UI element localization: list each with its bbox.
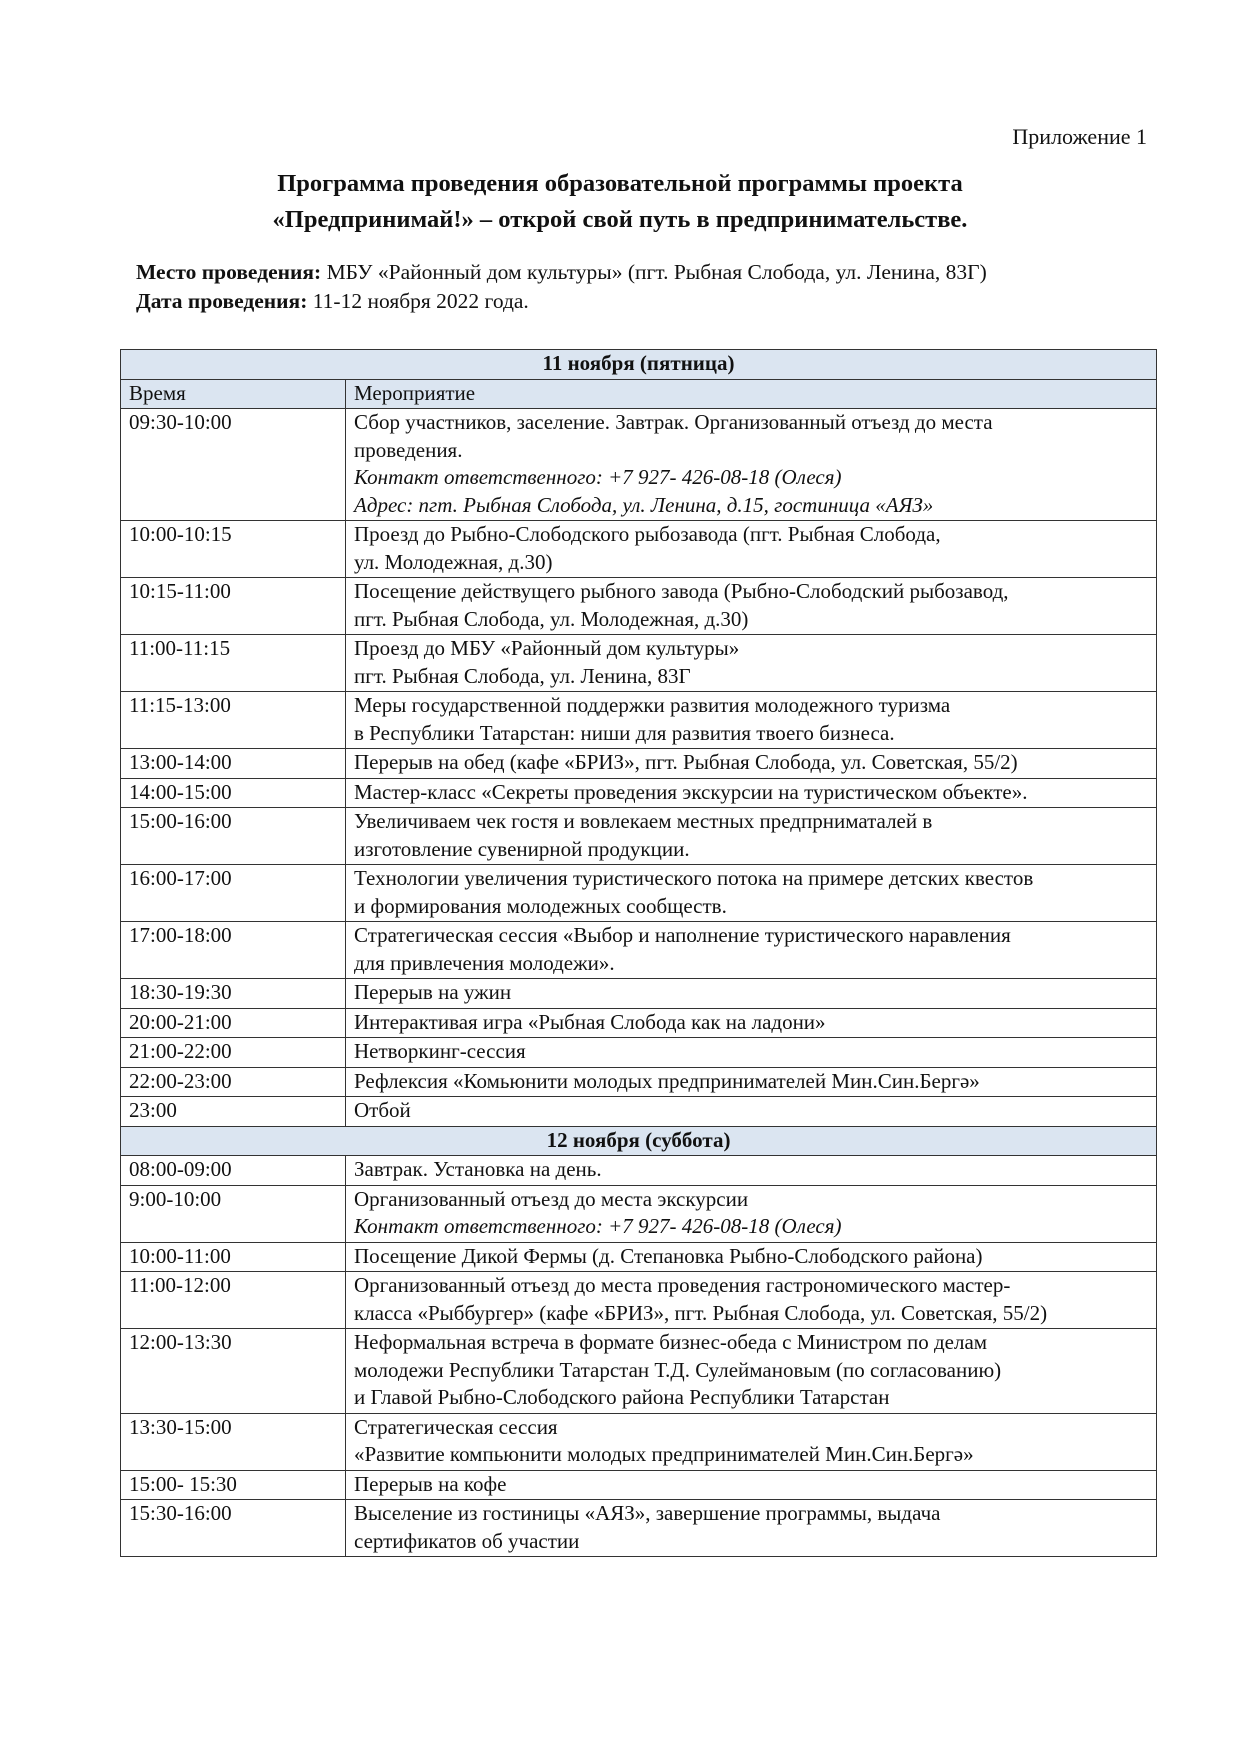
event-text: Сбор участников, заселение. Завтрак. Организованный отъезд до места	[354, 410, 993, 434]
schedule-row	[121, 1242, 1157, 1272]
event-text: Организованный отъезд до места экскурсии	[354, 1186, 749, 1211]
time-cell: 09:30-10:00	[121, 409, 346, 521]
event-text: Стратегическая сессия «Выбор и наполнение туристического наравления	[354, 923, 1011, 947]
event-cell	[346, 865, 1157, 922]
title-line: Программа проведения образовательной программы проекта	[277, 170, 963, 197]
venue-line	[136, 258, 987, 287]
time-cell: 21:00-22:00	[121, 1038, 346, 1068]
event-text: Перерыв на ужин	[354, 980, 512, 1004]
time-cell: 20:00-21:00	[121, 1008, 346, 1038]
event-cell	[346, 409, 1157, 521]
event-text: ул. Молодежная, д.30)	[354, 549, 553, 574]
schedule-row	[121, 1156, 1157, 1186]
event-cell	[346, 1500, 1157, 1557]
event-cell	[346, 778, 1157, 808]
event-cell	[346, 979, 1157, 1009]
schedule-row	[121, 1185, 1157, 1242]
venue-label: Место проведения:	[136, 260, 322, 284]
event-cell	[346, 1185, 1157, 1242]
date-value: 11-12 ноября 2022 года.	[307, 289, 529, 313]
venue-value: МБУ «Районный дом культуры» (пгт. Рыбная Слобода, ул. Ленина, 83Г)	[321, 260, 987, 284]
title-line: «Предпринимай!» – открой свой путь в предпринимательстве.	[272, 206, 968, 233]
schedule-row	[121, 521, 1157, 578]
event-text: Технологии увеличения туристического потока на примере детских квестов	[354, 866, 1034, 890]
day-title: 12 ноября (суббота)	[121, 1126, 1157, 1156]
event-cell	[346, 922, 1157, 979]
time-cell: 11:00-11:15	[121, 635, 346, 692]
event-cell	[346, 1097, 1157, 1127]
event-note: Контакт ответственного: +7 927- 426-08-18 (Олеся)	[354, 465, 842, 489]
time-cell: 17:00-18:00	[121, 922, 346, 979]
event-text: Неформальная встреча в формате бизнес-обеда с Министром по делам	[354, 1330, 988, 1354]
event-note: Контакт ответственного: +7 927- 426-08-18 (Олеся)	[354, 1214, 842, 1238]
event-text: «Развитие компьюнити молодых предпринимателей Мин.Син.Бергә»	[354, 1442, 974, 1466]
time-cell: 14:00-15:00	[121, 778, 346, 808]
event-cell	[346, 1272, 1157, 1329]
event-cell	[346, 692, 1157, 749]
event-text: Отбой	[354, 1098, 411, 1122]
time-cell: 13:30-15:00	[121, 1413, 346, 1470]
event-text: пгт. Рыбная Слобода, ул. Ленина, 83Г	[354, 663, 691, 688]
schedule-row	[121, 1097, 1157, 1127]
event-text: Стратегическая сессия	[354, 1414, 558, 1439]
event-text: Меры государственной поддержки развития молодежного туризма	[354, 693, 951, 717]
day-header-row	[121, 1126, 1157, 1156]
schedule-row	[121, 979, 1157, 1009]
time-cell: 08:00-09:00	[121, 1156, 346, 1186]
date-label: Дата проведения:	[136, 289, 308, 313]
event-cell	[346, 1242, 1157, 1272]
schedule-row	[121, 692, 1157, 749]
column-header-row	[121, 379, 1157, 409]
time-cell: 18:30-19:30	[121, 979, 346, 1009]
date-line	[136, 287, 987, 316]
event-text: Интерактивая игра «Рыбная Слобода как на ладони»	[354, 1009, 826, 1034]
event-text: Перерыв на кофе	[354, 1471, 507, 1496]
event-text: Проезд до Рыбно-Слободского рыбозавода (пгт. Рыбная Слобода,	[354, 522, 941, 546]
schedule-row	[121, 635, 1157, 692]
event-cell	[346, 1329, 1157, 1414]
event-text: Выселение из гостиницы «АЯЗ», завершение программы, выдача	[354, 1501, 941, 1525]
event-text: Нетворкинг-сессия	[354, 1039, 526, 1063]
event-text: Мастер-класс «Секреты проведения экскурсии на туристическом объекте».	[354, 779, 1028, 804]
event-text: класса «Рыббургер» (кафе «БРИЗ», пгт. Рыбная Слобода, ул. Советская, 55/2)	[354, 1300, 1048, 1325]
event-cell	[346, 1470, 1157, 1500]
event-text: Посещение действущего рыбного завода (Рыбно-Слободский рыбозавод,	[354, 579, 1009, 603]
schedule-row	[121, 1038, 1157, 1068]
time-cell: 10:00-11:00	[121, 1242, 346, 1272]
time-cell: 15:30-16:00	[121, 1500, 346, 1557]
schedule-row	[121, 1413, 1157, 1470]
event-cell	[346, 635, 1157, 692]
schedule-row	[121, 922, 1157, 979]
event-cell	[346, 749, 1157, 779]
appendix-label: Приложение 1	[1012, 124, 1147, 149]
schedule-row	[121, 778, 1157, 808]
schedule-row	[121, 1500, 1157, 1557]
schedule-row	[121, 578, 1157, 635]
event-text: молодежи Республики Татарстан Т.Д. Сулеймановым (по согласованию)	[354, 1357, 1002, 1382]
time-cell: 12:00-13:30	[121, 1329, 346, 1414]
time-cell: 10:00-10:15	[121, 521, 346, 578]
event-text: и Главой Рыбно-Слободского района Республики Татарстан	[354, 1385, 890, 1409]
time-cell: 23:00	[121, 1097, 346, 1127]
event-cell	[346, 1038, 1157, 1068]
event-text: сертификатов об участии	[354, 1528, 580, 1553]
time-cell: 11:15-13:00	[121, 692, 346, 749]
event-cell	[346, 521, 1157, 578]
event-cell	[346, 1156, 1157, 1186]
schedule-row	[121, 1067, 1157, 1097]
schedule-row	[121, 808, 1157, 865]
event-note: Адрес: пгт. Рыбная Слобода, ул. Ленина, д.15, гостиница «АЯЗ»	[354, 492, 934, 517]
event-text: Перерыв на обед (кафе «БРИЗ», пгт. Рыбная Слобода, ул. Советская, 55/2)	[354, 750, 1018, 774]
event-text: Завтрак. Установка на день.	[354, 1157, 602, 1181]
time-cell: 22:00-23:00	[121, 1067, 346, 1097]
event-cell	[346, 1008, 1157, 1038]
event-text: для привлечения молодежи».	[354, 950, 615, 975]
day-title: 11 ноября (пятница)	[121, 350, 1157, 380]
day-header-row	[121, 350, 1157, 380]
column-header-time: Время	[121, 379, 346, 409]
event-text: Посещение Дикой Фермы (д. Степановка Рыбно-Слободского района)	[354, 1243, 983, 1268]
document-title	[0, 166, 1240, 238]
event-text: Организованный отъезд до места проведения гастрономического мастер-	[354, 1273, 1011, 1297]
event-cell	[346, 578, 1157, 635]
event-cell	[346, 808, 1157, 865]
event-text: Рефлексия «Комьюнити молодых предпринимателей Мин.Син.Бергә»	[354, 1068, 980, 1093]
schedule-row	[121, 1008, 1157, 1038]
event-text: Проезд до МБУ «Районный дом культуры»	[354, 636, 740, 660]
schedule-table	[120, 349, 1157, 1557]
event-cell	[346, 1413, 1157, 1470]
time-cell: 9:00-10:00	[121, 1185, 346, 1242]
column-header-event: Мероприятие	[346, 379, 1157, 409]
event-text: Увеличиваем чек гостя и вовлекаем местных предпрниматалей в	[354, 809, 933, 833]
time-cell: 16:00-17:00	[121, 865, 346, 922]
schedule-row	[121, 1329, 1157, 1414]
time-cell: 11:00-12:00	[121, 1272, 346, 1329]
schedule-row	[121, 1470, 1157, 1500]
event-text: проведения.	[354, 437, 463, 462]
event-text: пгт. Рыбная Слобода, ул. Молодежная, д.30)	[354, 606, 749, 631]
schedule-row	[121, 749, 1157, 779]
event-text: в Республики Татарстан: ниши для развития твоего бизнеса.	[354, 720, 895, 745]
event-cell	[346, 1067, 1157, 1097]
schedule-row	[121, 1272, 1157, 1329]
time-cell: 13:00-14:00	[121, 749, 346, 779]
schedule-row	[121, 865, 1157, 922]
event-text: и формирования молодежных сообществ.	[354, 893, 727, 918]
time-cell: 10:15-11:00	[121, 578, 346, 635]
time-cell: 15:00-16:00	[121, 808, 346, 865]
event-meta	[136, 258, 987, 316]
event-text: изготовление сувенирной продукции.	[354, 836, 690, 861]
time-cell: 15:00- 15:30	[121, 1470, 346, 1500]
schedule-row	[121, 409, 1157, 521]
